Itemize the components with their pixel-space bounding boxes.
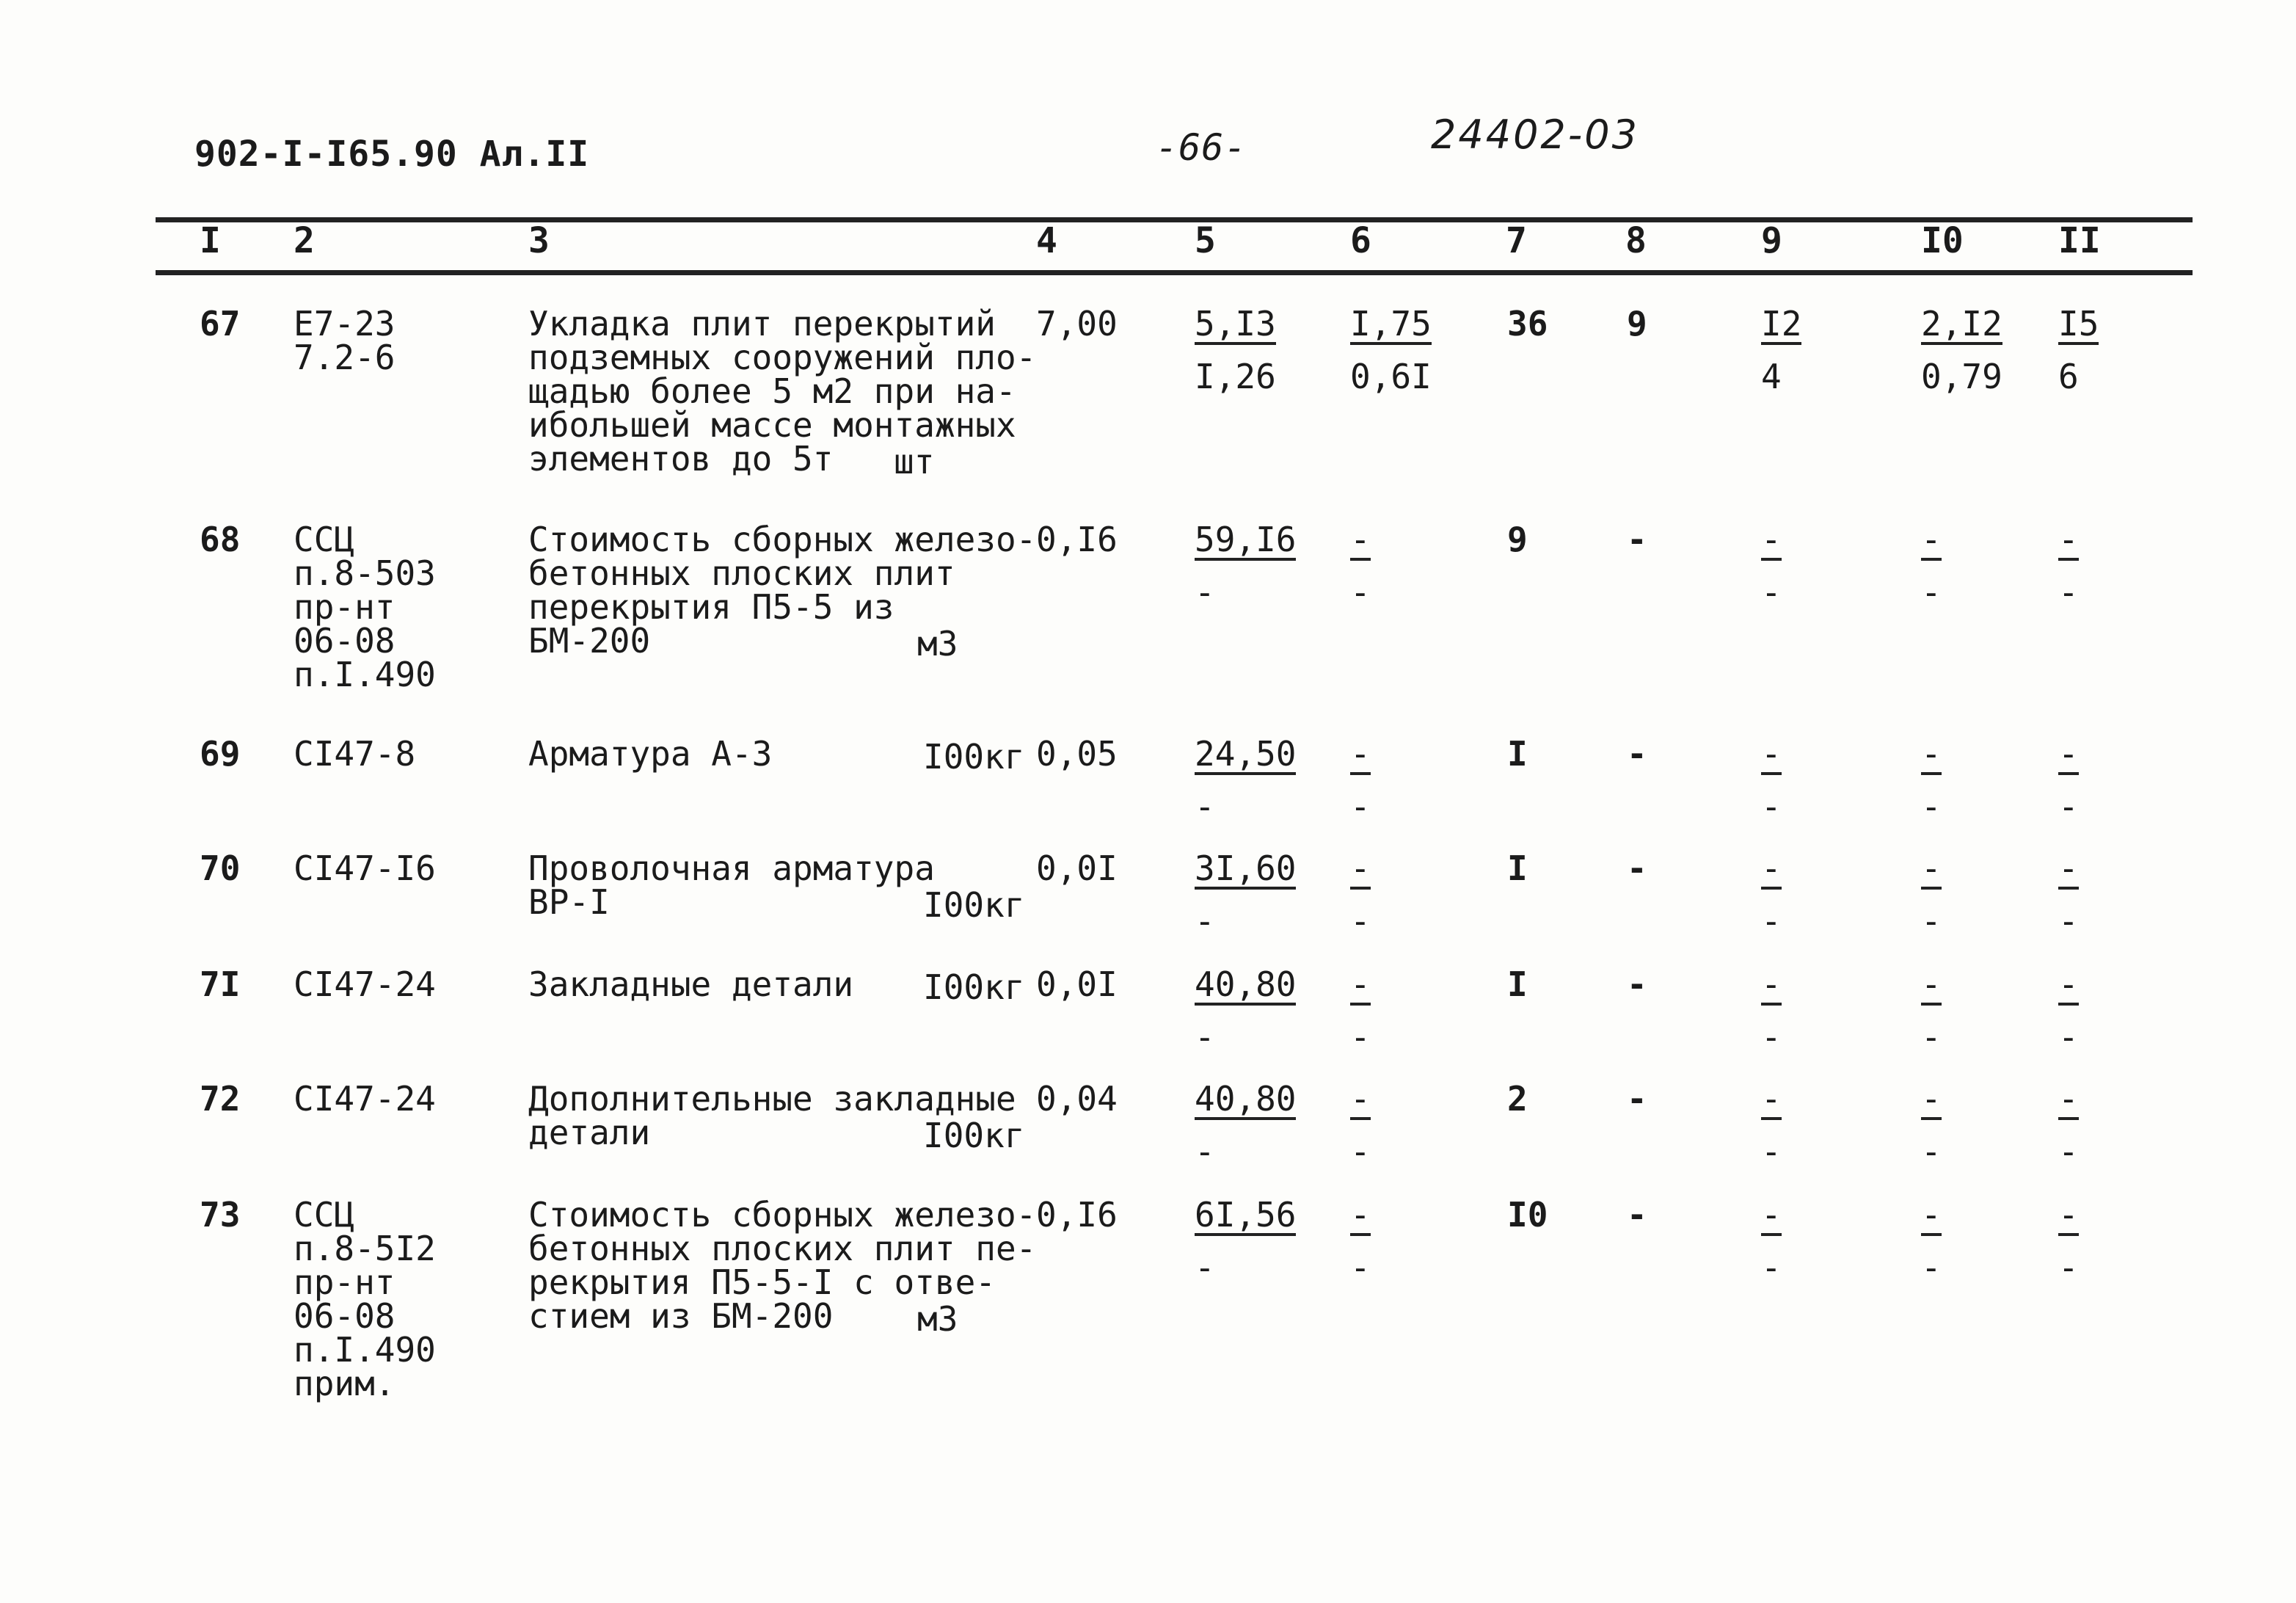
- fraction-denominator: -: [1350, 787, 1371, 826]
- row-number: 7I: [200, 964, 241, 1004]
- fraction-denominator: -: [1195, 787, 1215, 826]
- fraction-numerator: -: [1761, 848, 1782, 888]
- fraction-cell-c10: [1921, 734, 1942, 826]
- fraction-cell-c9: [1761, 1195, 1782, 1287]
- row-quantity: 7,00: [1036, 304, 1118, 344]
- fraction-denominator: -: [1761, 1132, 1782, 1171]
- fraction-cell-c9: [1761, 734, 1782, 826]
- column-header-7: 7: [1506, 220, 1527, 261]
- column-header-10: I0: [1921, 220, 1964, 261]
- fraction-denominator: -: [1350, 1132, 1371, 1171]
- row-code: CI47-8: [294, 734, 416, 774]
- row-number: 72: [200, 1079, 241, 1119]
- fraction-denominator: -: [1350, 901, 1371, 941]
- fraction-cell-c5: [1195, 734, 1297, 826]
- fraction-cell-c9: [1761, 1079, 1782, 1171]
- fraction-numerator: -: [2058, 1195, 2079, 1235]
- fraction-cell-c10: [1921, 848, 1942, 941]
- row-code: ССЦ п.8-5I2 пр-нт 06-08 п.I.490 прим.: [294, 1195, 436, 1403]
- row-unit: шт: [894, 442, 935, 481]
- row-col7: I: [1507, 734, 1528, 774]
- fraction-numerator: I5: [2058, 304, 2099, 344]
- fraction-numerator: -: [1921, 848, 1942, 888]
- row-unit: м3: [917, 624, 958, 664]
- fraction-cell-c10: [1921, 964, 1942, 1057]
- fraction-cell-c6: [1350, 1195, 1371, 1287]
- fraction-numerator: I,75: [1350, 304, 1432, 344]
- fraction-numerator: -: [1921, 734, 1942, 774]
- fraction-denominator: -: [1921, 901, 1942, 941]
- fraction-numerator: 24,50: [1195, 734, 1297, 774]
- fraction-numerator: -: [1350, 1079, 1371, 1119]
- row-col8: -: [1627, 964, 1647, 1004]
- fraction-numerator: -: [1921, 520, 1942, 559]
- fraction-cell-c5: [1195, 304, 1276, 396]
- row-col7: 2: [1507, 1079, 1528, 1119]
- fraction-numerator: -: [2058, 1079, 2079, 1119]
- fraction-cell-c11: [2058, 304, 2099, 396]
- fraction-denominator: -: [1195, 901, 1215, 941]
- fraction-denominator: -: [1921, 572, 1942, 612]
- fraction-denominator: -: [1761, 901, 1782, 941]
- fraction-cell-c11: [2058, 734, 2079, 826]
- fraction-numerator: -: [1350, 1195, 1371, 1235]
- fraction-denominator: -: [1921, 1017, 1942, 1057]
- row-quantity: 0,05: [1036, 734, 1118, 774]
- row-col8: 9: [1627, 304, 1647, 344]
- document-code: 902-I-I65.90 Ал.II: [194, 134, 590, 175]
- fraction-cell-c6: [1350, 964, 1371, 1057]
- fraction-numerator: I2: [1761, 304, 1802, 344]
- fraction-numerator: -: [2058, 734, 2079, 774]
- fraction-denominator: -: [1350, 1017, 1371, 1057]
- fraction-denominator: -: [1195, 1017, 1215, 1057]
- column-header-2: 2: [294, 220, 315, 261]
- row-number: 73: [200, 1195, 241, 1235]
- fraction-denominator: -: [1761, 787, 1782, 826]
- fraction-numerator: 40,80: [1195, 964, 1297, 1004]
- fraction-cell-c11: [2058, 1079, 2079, 1171]
- column-header-6: 6: [1350, 220, 1371, 261]
- fraction-cell-c9: [1761, 520, 1782, 612]
- fraction-denominator: -: [1921, 787, 1942, 826]
- column-header-5: 5: [1195, 220, 1216, 261]
- row-col7: 36: [1507, 304, 1548, 344]
- fraction-numerator: 40,80: [1195, 1079, 1297, 1119]
- row-unit: I00кг: [923, 967, 1025, 1007]
- fraction-denominator: -: [1195, 1248, 1215, 1287]
- fraction-cell-c6: [1350, 520, 1371, 612]
- fraction-numerator: -: [2058, 964, 2079, 1004]
- column-header-9: 9: [1761, 220, 1782, 261]
- row-unit: I00кг: [923, 737, 1025, 777]
- row-unit: I00кг: [923, 1116, 1025, 1155]
- fraction-numerator: -: [1761, 964, 1782, 1004]
- fraction-cell-c6: [1350, 848, 1371, 941]
- fraction-numerator: 3I,60: [1195, 848, 1297, 888]
- column-header-1: I: [200, 220, 221, 261]
- row-col8: -: [1627, 1079, 1647, 1119]
- table-header-rule: [156, 270, 2193, 275]
- fraction-cell-c9: [1761, 304, 1802, 396]
- row-name: Закладные детали: [528, 964, 854, 1004]
- column-header-8: 8: [1625, 220, 1647, 261]
- fraction-numerator: -: [2058, 848, 2079, 888]
- row-number: 68: [200, 520, 241, 559]
- fraction-denominator: -: [1761, 1017, 1782, 1057]
- fraction-numerator: 59,I6: [1195, 520, 1297, 559]
- column-header-3: 3: [528, 220, 550, 261]
- row-quantity: 0,0I: [1036, 964, 1118, 1004]
- row-name: Укладка плит перекрытий подземных сооружений пло- щадью более 5 м2 при на- ибольшей массе монтажных элементов до 5т: [528, 304, 1037, 479]
- row-col7: I: [1507, 964, 1528, 1004]
- fraction-numerator: -: [1921, 1195, 1942, 1235]
- row-quantity: 0,I6: [1036, 520, 1118, 559]
- fraction-denominator: -: [1921, 1132, 1942, 1171]
- row-name: Стоимость сборных железо- бетонных плоских плит перекрытия П5-5 из БМ-200: [528, 520, 1037, 661]
- row-name: Дополнительные закладные детали: [528, 1079, 1016, 1152]
- fraction-denominator: -: [2058, 1132, 2079, 1171]
- fraction-numerator: -: [1761, 1079, 1782, 1119]
- column-header-4: 4: [1036, 220, 1057, 261]
- fraction-numerator: -: [1761, 734, 1782, 774]
- fraction-cell-c6: [1350, 734, 1371, 826]
- fraction-cell-c10: [1921, 1079, 1942, 1171]
- fraction-cell-c10: [1921, 304, 2002, 396]
- fraction-numerator: -: [1921, 964, 1942, 1004]
- row-number: 69: [200, 734, 241, 774]
- fraction-cell-c5: [1195, 520, 1297, 612]
- fraction-numerator: 2,I2: [1921, 304, 2002, 344]
- fraction-denominator: -: [2058, 1017, 2079, 1057]
- fraction-denominator: -: [2058, 572, 2079, 612]
- fraction-cell-c11: [2058, 964, 2079, 1057]
- fraction-cell-c6: [1350, 1079, 1371, 1171]
- fraction-denominator: -: [1761, 1248, 1782, 1287]
- fraction-numerator: -: [1921, 1079, 1942, 1119]
- fraction-denominator: I,26: [1195, 357, 1276, 396]
- row-col7: 9: [1507, 520, 1528, 559]
- fraction-cell-c11: [2058, 1195, 2079, 1287]
- fraction-cell-c5: [1195, 1079, 1297, 1171]
- row-number: 67: [200, 304, 241, 344]
- fraction-numerator: -: [1761, 1195, 1782, 1235]
- fraction-cell-c5: [1195, 964, 1297, 1057]
- fraction-denominator: -: [2058, 901, 2079, 941]
- row-col8: -: [1627, 1195, 1647, 1235]
- page-number: -66-: [1156, 126, 1247, 169]
- fraction-cell-c11: [2058, 848, 2079, 941]
- fraction-cell-c5: [1195, 848, 1297, 941]
- row-quantity: 0,0I: [1036, 848, 1118, 888]
- fraction-denominator: 0,6I: [1350, 357, 1432, 396]
- row-quantity: 0,I6: [1036, 1195, 1118, 1235]
- row-col7: I: [1507, 848, 1528, 888]
- fraction-cell-c11: [2058, 520, 2079, 612]
- fraction-cell-c5: [1195, 1195, 1297, 1287]
- fraction-numerator: -: [1350, 964, 1371, 1004]
- row-name: Стоимость сборных железо- бетонных плоских плит пе- рекрытия П5-5-I с отве- стием из БМ-200: [528, 1195, 1037, 1336]
- row-code: ССЦ п.8-503 пр-нт 06-08 п.I.490: [294, 520, 436, 694]
- fraction-numerator: -: [2058, 520, 2079, 559]
- handwritten-code: 24402-03: [1431, 112, 1639, 158]
- fraction-cell-c6: [1350, 304, 1432, 396]
- table-top-rule: [156, 217, 2193, 222]
- fraction-denominator: -: [1350, 1248, 1371, 1287]
- fraction-denominator: -: [2058, 1248, 2079, 1287]
- fraction-cell-c9: [1761, 848, 1782, 941]
- row-unit: м3: [917, 1299, 958, 1339]
- row-code: CI47-24: [294, 964, 436, 1004]
- fraction-cell-c10: [1921, 1195, 1942, 1287]
- row-name: Проволочная арматура ВР-I: [528, 848, 935, 922]
- fraction-denominator: 0,79: [1921, 357, 2002, 396]
- fraction-numerator: 5,I3: [1195, 304, 1276, 344]
- fraction-denominator: 6: [2058, 357, 2079, 396]
- fraction-denominator: 4: [1761, 357, 1782, 396]
- row-col8: -: [1627, 520, 1647, 559]
- fraction-denominator: -: [1195, 572, 1215, 612]
- fraction-numerator: -: [1350, 848, 1371, 888]
- row-name: Арматура А-3: [528, 734, 773, 774]
- fraction-numerator: -: [1350, 520, 1371, 559]
- fraction-denominator: -: [1195, 1132, 1215, 1171]
- row-code: E7-23 7.2-6: [294, 304, 396, 377]
- row-number: 70: [200, 848, 241, 888]
- row-col8: -: [1627, 734, 1647, 774]
- row-code: CI47-24: [294, 1079, 436, 1119]
- row-code: CI47-I6: [294, 848, 436, 888]
- fraction-denominator: -: [1350, 572, 1371, 612]
- fraction-numerator: -: [1761, 520, 1782, 559]
- fraction-denominator: -: [1761, 572, 1782, 612]
- fraction-cell-c10: [1921, 520, 1942, 612]
- row-col8: -: [1627, 848, 1647, 888]
- row-unit: I00кг: [923, 885, 1025, 925]
- fraction-denominator: -: [2058, 787, 2079, 826]
- fraction-numerator: -: [1350, 734, 1371, 774]
- row-col7: I0: [1507, 1195, 1548, 1235]
- fraction-cell-c9: [1761, 964, 1782, 1057]
- column-header-11: II: [2058, 220, 2101, 261]
- row-quantity: 0,04: [1036, 1079, 1118, 1119]
- fraction-numerator: 6I,56: [1195, 1195, 1297, 1235]
- fraction-denominator: -: [1921, 1248, 1942, 1287]
